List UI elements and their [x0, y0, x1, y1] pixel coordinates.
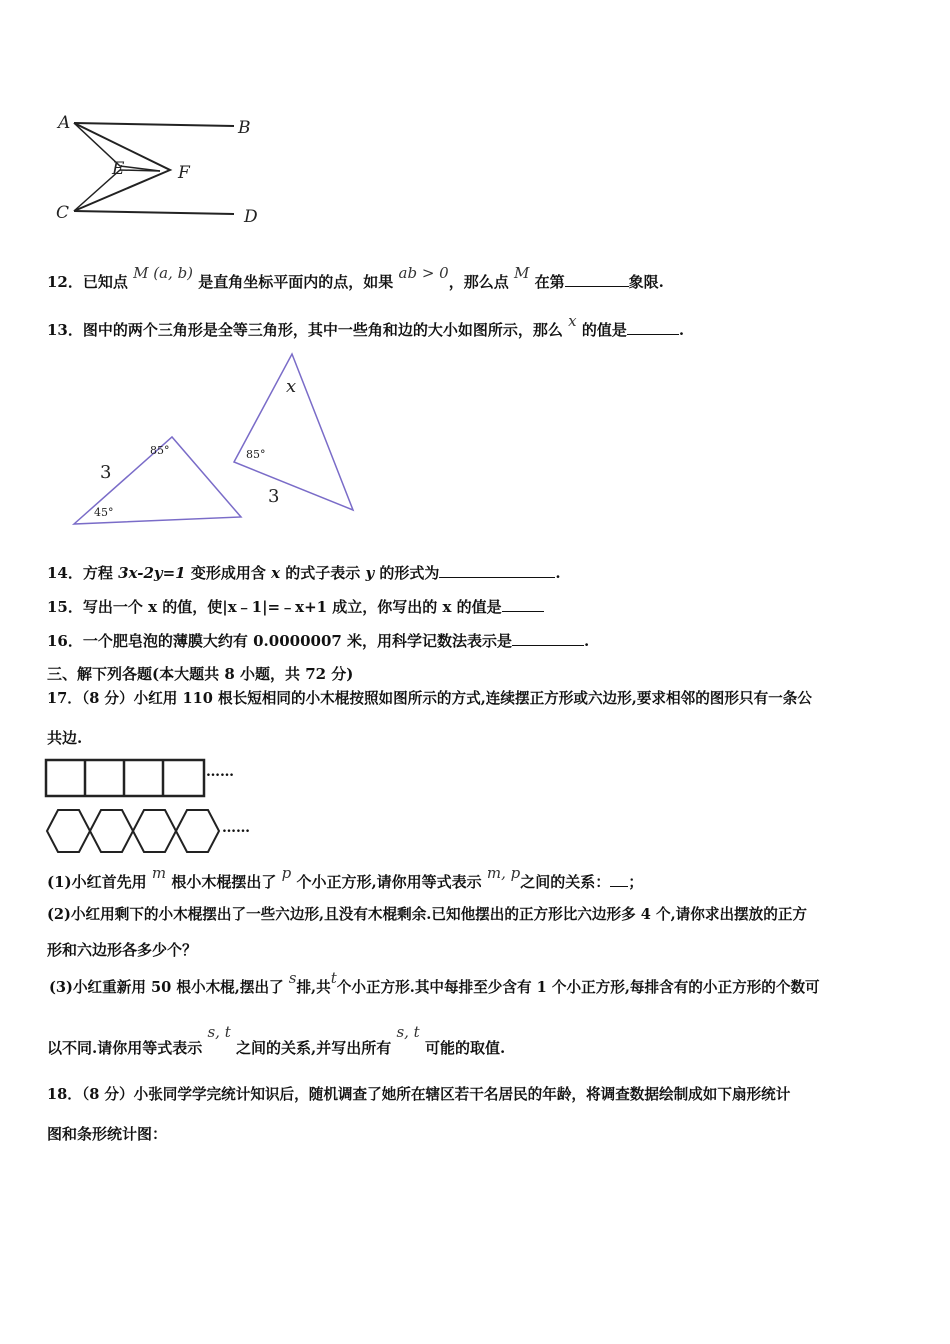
q17-p1-text-e: ； — [628, 873, 644, 891]
q16-text: 一个肥皂泡的薄膜大约有 0.0000007 米，用科学记数法表示是 — [82, 632, 513, 650]
q12-math-condition: ab > 0 — [398, 264, 449, 282]
label-e: E — [112, 159, 125, 179]
question-17-part-2-line-2: 形和六边形各多少个？ — [47, 941, 198, 959]
q17-p3-text-e: 之间的关系,并写出所有 — [235, 1039, 392, 1057]
question-number: 16． — [47, 632, 83, 650]
question-17-line-2: 共边. — [47, 729, 83, 747]
question-14 — [47, 563, 561, 583]
right-angle-label: 85° — [246, 448, 266, 461]
question-16 — [47, 631, 589, 651]
label-c: C — [56, 203, 70, 223]
answer-blank[interactable] — [627, 320, 679, 335]
q12-text-5: 象限. — [628, 273, 664, 291]
q17-p3-text-b: 排,共 — [296, 979, 331, 996]
q17-p3-text-f: 可能的取值. — [424, 1039, 506, 1057]
q13-math-x: x — [568, 312, 577, 330]
q17-p3-math-st-2: s, t — [396, 1023, 420, 1041]
q17-p1-text-d: 之间的关系： — [520, 873, 611, 891]
q13-text-1: 图中的两个三角形是全等三角形，其中一些角和边的大小如图所示，那么 — [82, 321, 563, 339]
label-f: F — [178, 163, 190, 183]
question-18-line-1: 18．（8 分）小张同学学完统计知识后，随机调查了她所在辖区若干名居民的年龄，将调查数据绘制成如下扇形统计 — [47, 1086, 791, 1103]
segment-cd — [74, 211, 234, 214]
q17-p3-math-t: t — [330, 969, 337, 987]
q14-text-2: 变形成用含 — [185, 564, 272, 582]
left-bottom-angle-label: 45° — [94, 506, 114, 519]
left-top-angle-label: 85° — [150, 444, 170, 457]
q16-end: . — [584, 632, 590, 650]
label-b: B — [238, 118, 251, 138]
q14-text-3: 的式子表示 — [280, 564, 366, 582]
question-17-part-1 — [47, 864, 644, 892]
question-number: 14． — [47, 564, 83, 582]
q17-p3-math-s: s — [288, 969, 297, 987]
q17-p3-text-d: 以不同.请你用等式表示 — [47, 1039, 203, 1057]
question-12 — [47, 264, 664, 292]
right-side-label: 3 — [268, 486, 280, 507]
answer-blank[interactable] — [512, 631, 584, 646]
label-a: A — [58, 113, 71, 133]
geometry-figure-abcdef — [50, 108, 280, 228]
segment-ab — [74, 123, 234, 126]
q12-text-1: 已知点 — [82, 273, 128, 291]
q12-math-m: M — [513, 264, 530, 282]
answer-blank[interactable] — [502, 597, 544, 612]
q17-p1-math-m: m — [151, 864, 167, 882]
question-13 — [47, 312, 685, 340]
question-17-line-1: 17．（8 分）小红用 110 根长短相同的小木棍按照如图所示的方式,连续摆正方形或六边形,要求相邻的图形只有一条公 — [47, 690, 812, 707]
q14-var-y: y — [365, 564, 375, 582]
hexagons-pattern-figure — [44, 806, 224, 858]
q17-p1-math-mp: m, p — [486, 864, 521, 882]
q12-text-2: 是直角坐标平面内的点，如果 — [198, 273, 394, 291]
q17-p1-math-p: p — [281, 864, 292, 882]
q14-var-x: x — [271, 564, 281, 582]
question-number: 13． — [47, 321, 83, 339]
q14-text-4: 的形式为 — [374, 564, 440, 582]
right-top-label: x — [286, 376, 297, 397]
label-d: D — [244, 207, 258, 227]
question-17-part-3-line-2 — [47, 1023, 506, 1058]
q12-text-3: ，那么点 — [448, 273, 509, 291]
q13-text-2: 的值是 — [581, 321, 627, 339]
answer-blank[interactable] — [610, 872, 628, 887]
q14-text-1: 方程 — [82, 564, 119, 582]
q12-math-point: M (a, b) — [133, 264, 194, 282]
q17-p1-text-a: (1)小红首先用 — [47, 873, 147, 891]
section-heading: 三、解下列各题(本大题共 8 小题，共 72 分) — [47, 665, 354, 683]
answer-blank[interactable] — [565, 272, 629, 287]
question-15 — [47, 597, 544, 617]
squares-ellipsis: …… — [206, 764, 234, 780]
question-17-part-3-line-1 — [49, 969, 820, 998]
q13-text-3: . — [678, 321, 685, 339]
q12-text-4: 在第 — [534, 273, 565, 291]
q17-p1-text-c: 个小正方形,请你用等式表示 — [296, 873, 482, 891]
question-17-part-2-line-1: (2)小红用剩下的小木棍摆出了一些六边形,且没有木棍剩余.已知他摆出的正方形比六边形多 4 个,请你求出摆放的正方 — [47, 906, 808, 923]
q14-equation: 3x-2y=1 — [118, 564, 186, 582]
question-18-line-2: 图和条形统计图： — [47, 1125, 168, 1143]
q15-text: 写出一个 x 的值，使|x﹣1|=﹣x+1 成立，你写出的 x 的值是 — [82, 598, 502, 616]
congruent-triangles-figure — [70, 350, 370, 530]
q17-p3-math-st-1: s, t — [207, 1023, 231, 1041]
q17-p3-text-c: 个小正方形.其中每排至少含有 1 个小正方形,每排含有的小正方形的个数可 — [336, 979, 820, 996]
question-number: 12． — [47, 273, 83, 291]
left-side-label: 3 — [100, 462, 112, 483]
answer-blank[interactable] — [439, 563, 555, 578]
q14-text-5: . — [555, 564, 561, 582]
q17-p3-text-a: (3)小红重新用 50 根小木棍,摆出了 — [49, 979, 284, 996]
hexagons-ellipsis: …… — [222, 820, 250, 836]
question-number: 15． — [47, 598, 83, 616]
q17-p1-text-b: 根小木棍摆出了 — [171, 873, 277, 891]
